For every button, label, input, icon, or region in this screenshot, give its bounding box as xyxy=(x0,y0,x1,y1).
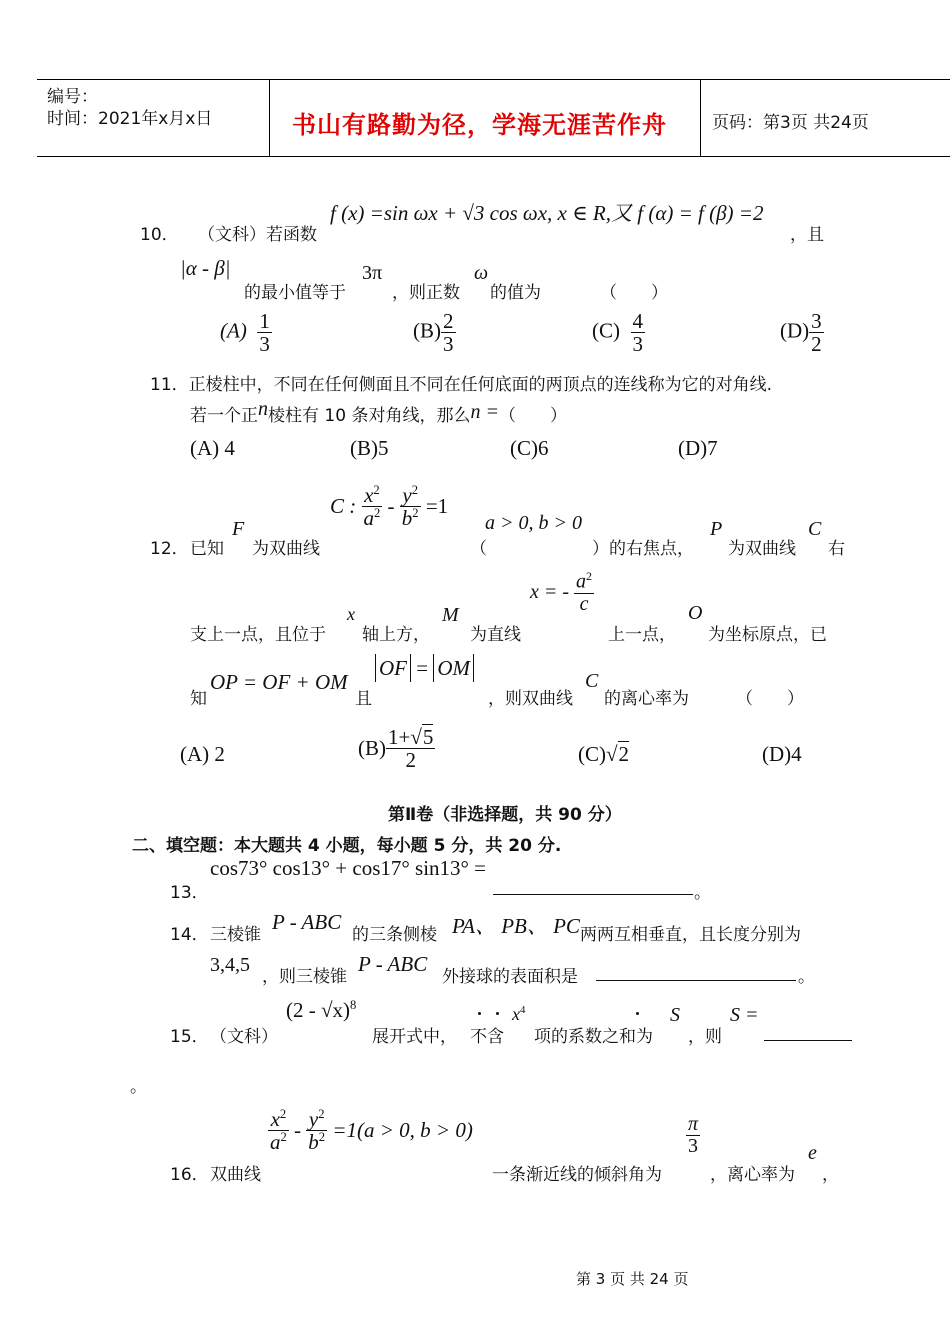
q12-M: M xyxy=(442,604,459,626)
q12-t10: 为坐标原点，已 xyxy=(708,625,827,645)
q12-t4: 为双曲线 xyxy=(728,539,796,559)
q12-t2: 为双曲线 xyxy=(252,539,320,559)
q16-t1: 双曲线 xyxy=(210,1165,261,1185)
q13-end: 。 xyxy=(694,883,711,903)
q12-t14: 的离心率为 xyxy=(604,689,689,709)
q13-answer-blank[interactable] xyxy=(493,874,693,895)
q10-text-b: ，则正数 xyxy=(392,283,460,303)
q12-t11: 知 xyxy=(190,689,207,709)
q12-t1: 已知 xyxy=(190,539,224,559)
q12-vector-eq: OP = OF + OM xyxy=(210,670,348,694)
header-motto: 书山有路勤为径，学海无涯苦作舟 xyxy=(292,111,667,139)
q12-t13: ，则双曲线 xyxy=(488,689,573,709)
q14-edges: PA、 PB、 PC xyxy=(452,914,580,938)
fill-section-title: 二、填空题：本大题共 4 小题，每小题 5 分，共 20 分. xyxy=(132,836,562,856)
q13-formula: cos73° cos13° + cos17° sin13° = xyxy=(210,856,487,880)
q10-suffix: ，且 xyxy=(790,225,824,245)
q10-line1 xyxy=(140,220,317,245)
q16-number: 16． xyxy=(170,1165,209,1185)
q12-C2: C xyxy=(585,670,599,692)
q14-number: 14． xyxy=(170,925,209,945)
q15-expr: (2 - √x)$^8$ xyxy=(286,998,357,1022)
q14-pyramid: P - ABC xyxy=(272,910,342,934)
q12-F: F xyxy=(232,518,245,540)
q15-emphasis-dot-3 xyxy=(636,1012,639,1015)
q10-min-value: 3π xyxy=(362,262,383,284)
q12-option-a[interactable]: (A) 2 xyxy=(180,742,225,766)
q11-option-c[interactable]: (C)6 xyxy=(510,436,549,460)
q15-number: 15． xyxy=(170,1027,209,1047)
q12-P: P xyxy=(710,518,723,540)
q12-hyperbola-eq: C : $\frac{x^2}{a^2}$ - $\frac{y^2}{b^2}$ =1 xyxy=(330,483,449,531)
q15-t1: （文科） xyxy=(210,1027,278,1047)
q12-t9: 上一点， xyxy=(608,625,676,645)
q12-paren: （ ） xyxy=(736,689,804,709)
q15-t2: 展开式中， xyxy=(372,1027,457,1047)
q15-answer-blank[interactable] xyxy=(764,1022,852,1041)
header-divider-right xyxy=(700,79,701,157)
q10-option-b[interactable]: (B) $\frac{2}{3}$ xyxy=(413,309,454,357)
q16-e: e xyxy=(808,1142,817,1164)
q12-O: O xyxy=(688,602,703,624)
q14-pyramid-2: P - ABC xyxy=(358,952,428,976)
q16-t3: ，离心率为 xyxy=(710,1165,795,1185)
q14-lengths: 3,4,5 xyxy=(210,954,250,976)
q12-t6: 支上一点，且位于 xyxy=(190,625,326,645)
q12-option-d[interactable]: (D)4 xyxy=(762,742,802,766)
q12-t7: 轴上方， xyxy=(362,625,430,645)
q11-option-a[interactable]: (A) 4 xyxy=(190,436,235,460)
q12-C: C xyxy=(808,518,822,540)
q10-omega: ω xyxy=(474,262,489,284)
q12-option-b[interactable]: (B) $\frac{1+√5}{2}$ xyxy=(358,725,434,773)
q12-condition: a > 0, b > 0 xyxy=(485,512,582,534)
footer-page-number: 第 3 页 共 24 页 xyxy=(576,1270,689,1288)
header-divider-left xyxy=(269,79,270,157)
q12-t8: 为直线 xyxy=(470,625,521,645)
q15-t3: 不含 xyxy=(470,1027,504,1047)
q11-option-b[interactable]: (B)5 xyxy=(350,436,389,460)
header-top-rule xyxy=(37,79,950,80)
q14-end: 。 xyxy=(798,967,815,987)
q14-t5: 外接球的表面积是 xyxy=(442,967,578,987)
q14-t3: 两两互相垂直，且长度分别为 xyxy=(580,925,801,945)
header-bottom-rule xyxy=(37,156,950,157)
q12-t3: ）的右焦点， xyxy=(592,539,694,559)
q12-option-c[interactable]: (C)√2 xyxy=(578,742,630,766)
q15-emphasis-dot-1 xyxy=(478,1012,481,1015)
q10-formula: f (x) =sin ωx + √3 cos ωx, x ∈ R,又 f (α) = f (β) =2 xyxy=(330,201,764,225)
q15-emphasis-dot-2 xyxy=(496,1012,499,1015)
q14-t4: ，则三棱锥 xyxy=(262,967,347,987)
q12-t12: 且 xyxy=(355,689,372,709)
q14-answer-blank[interactable] xyxy=(596,962,796,981)
q10-option-c[interactable]: (C) $\frac{4}{3}$ xyxy=(592,309,643,357)
q12-directrix: x = - $\frac{a^2}{c}$ xyxy=(530,569,593,615)
section2-title: 第Ⅱ卷（非选择题，共 90 分） xyxy=(388,805,622,825)
q13-number: 13． xyxy=(170,883,209,903)
q10-option-d[interactable]: (D) $\frac{3}{2}$ xyxy=(780,309,822,357)
q10-prefix: （文科）若函数 xyxy=(198,225,318,245)
header-time-label: 时间：2021年x月x日 xyxy=(47,109,213,129)
q10-paren: （ ） xyxy=(600,283,668,303)
q10-text-a: 的最小值等于 xyxy=(244,283,346,303)
q12-abs-eq: OF = OM xyxy=(375,656,474,681)
q16-t2: 一条渐近线的倾斜角为 xyxy=(492,1165,662,1185)
q14-t1: 三棱锥 xyxy=(210,925,261,945)
q15-t4: 项的系数之和为 xyxy=(534,1027,653,1047)
q12-number: 12． xyxy=(150,539,189,559)
q15-S-eq: S = xyxy=(730,1004,759,1026)
q15-t5: ，则 xyxy=(688,1027,722,1047)
q12-paren-open: （ xyxy=(470,539,487,559)
header-number-label: 编号： xyxy=(47,87,98,107)
q10-abs-expr: |α - β| xyxy=(180,256,231,280)
q16-angle: $\frac{\pi}{3}$ xyxy=(688,1113,699,1157)
q10-text-c: 的值为 xyxy=(490,283,541,303)
header-page-label: 页码：第3页 共24页 xyxy=(712,113,869,133)
q12-x: x xyxy=(347,604,355,624)
q15-x4: $x^4$ xyxy=(512,1004,526,1024)
q11-line2: 若一个正n棱柱有 10 条对角线，那么n =（ ） xyxy=(190,398,567,426)
q16-t4: ， xyxy=(822,1165,839,1185)
q12-t5: 右 xyxy=(828,539,845,559)
q11-option-d[interactable]: (D)7 xyxy=(678,436,718,460)
q14-t2: 的三条侧棱 xyxy=(352,925,437,945)
q10-number: 10． xyxy=(140,225,179,245)
q15-S: S xyxy=(670,1004,680,1026)
q10-option-a[interactable]: (A) $\frac{1}{3}$ xyxy=(220,309,270,357)
q16-hyperbola-eq: $\frac{x^2}{a^2}$ - $\frac{y^2}{b^2}$ =1(a > 0, b > 0) xyxy=(270,1107,473,1155)
q15-end: 。 xyxy=(130,1077,147,1097)
q11-line1: 11．正棱柱中，不同在任何侧面且不同在任何底面的两顶点的连线称为它的对角线. xyxy=(150,375,773,395)
